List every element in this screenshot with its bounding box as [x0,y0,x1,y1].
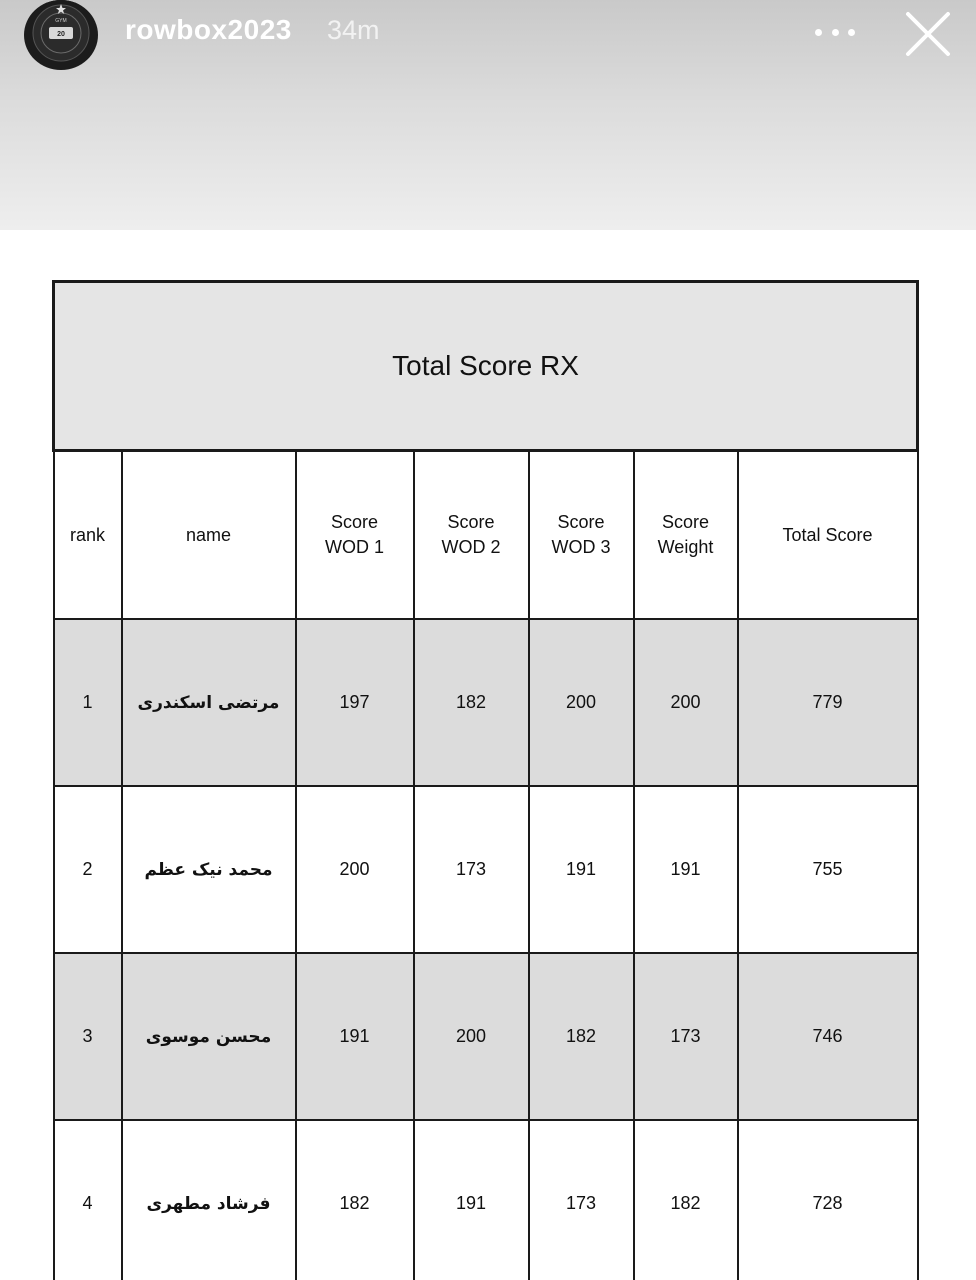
cell-weight: 173 [634,953,738,1120]
more-dots-icon[interactable] [815,22,855,42]
dot [815,29,822,36]
avatar-text-top: GYM [55,18,67,24]
dot [832,29,839,36]
table-header-row [54,451,918,620]
cell-wod2: 200 [414,953,529,1120]
cell-weight: 191 [634,786,738,953]
cell-wod2: 182 [414,619,529,786]
cell-wod3: 173 [529,1120,634,1280]
cell-name: مرتضی اسکندری [122,619,296,786]
header-total-score: Total Score [738,451,918,620]
cell-total: 779 [738,619,918,786]
cell-rank: 1 [54,619,122,786]
story-username[interactable]: rowbox2023 [125,14,292,45]
header-label: Score [447,512,495,532]
table-row [54,786,918,953]
cell-wod3: 200 [529,619,634,786]
cell-wod3: 191 [529,786,634,953]
cell-name: محمد نیک عظم [122,786,296,953]
header-name: name [122,451,296,620]
header-score-wod1 [296,451,414,620]
table-title: Total Score RX [54,282,918,451]
table-row [54,619,918,786]
cell-wod1: 191 [296,953,414,1120]
cell-wod1: 200 [296,786,414,953]
cell-name: محسن موسوی [122,953,296,1120]
cell-total: 746 [738,953,918,1120]
cell-name: فرشاد مطهری [122,1120,296,1280]
close-icon[interactable] [902,8,954,60]
cell-rank: 3 [54,953,122,1120]
header-score-wod2 [414,451,529,620]
dot [848,29,855,36]
table-row [54,1120,918,1280]
profile-avatar[interactable] [24,0,98,70]
header-label: Score [661,512,710,532]
header-label: Score [557,512,605,532]
table-row [54,953,918,1120]
gym-plate-logo-icon [24,0,98,70]
cell-wod1: 197 [296,619,414,786]
cell-total: 728 [738,1120,918,1280]
story-timestamp: 34m [327,15,380,45]
header-label: Score [330,512,379,532]
score-table [52,280,919,1280]
header-label: WOD 3 [551,537,611,557]
header-label: Weight [657,537,714,557]
cell-wod2: 173 [414,786,529,953]
cell-rank: 2 [54,786,122,953]
cell-weight: 182 [634,1120,738,1280]
avatar-text-center: 20 [57,31,65,38]
header-label: WOD 2 [441,537,501,557]
header-rank: rank [54,451,122,620]
cell-wod2: 191 [414,1120,529,1280]
header-score-wod3 [529,451,634,620]
cell-wod3: 182 [529,953,634,1120]
cell-rank: 4 [54,1120,122,1280]
header-label: WOD 1 [324,537,384,557]
cell-weight: 200 [634,619,738,786]
cell-wod1: 182 [296,1120,414,1280]
cell-total: 755 [738,786,918,953]
header-score-weight [634,451,738,620]
